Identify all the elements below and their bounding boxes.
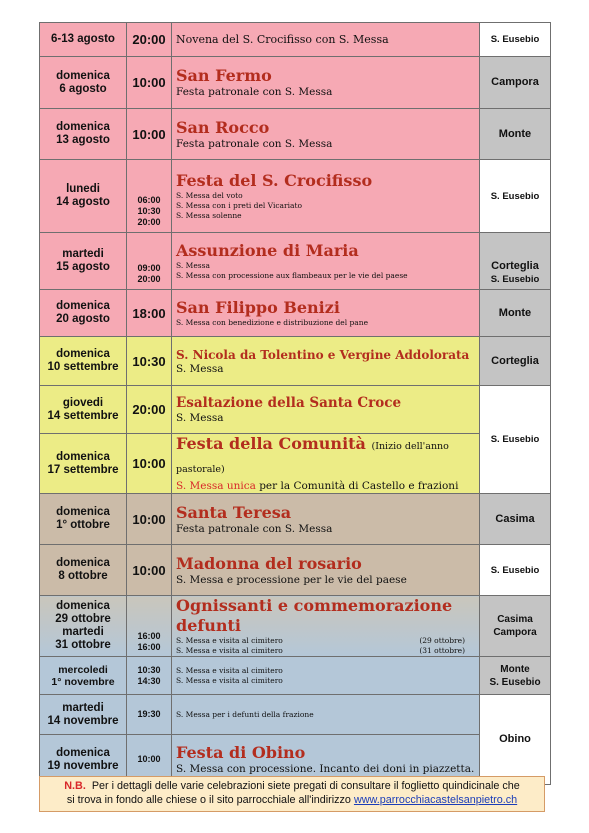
date-cell: domenica 29 ottobre martedi 31 ottobre [40,596,127,657]
table-row [40,233,551,290]
table-row [40,160,551,233]
place-cell: Casima [480,494,551,545]
time-cell: 10:00 [127,434,172,494]
table-row [40,57,551,109]
table-row [40,695,551,735]
description-cell: San Fermo Festa patronale con S. Messa [172,57,480,109]
date-cell: domenica 17 settembre [40,434,127,494]
event-title: Madonna del rosario [176,553,362,573]
table-row [40,386,551,434]
time-cell: 20:00 [127,386,172,434]
description-cell: S. Messa per i defunti della frazione [172,695,480,735]
website-link[interactable]: www.parrocchiacastelsanpietro.ch [353,794,518,806]
date-cell: giovedi 14 settembre [40,386,127,434]
date-cell: domenica 8 ottobre [40,545,127,596]
event-title: S. Nicola da Tolentino e Vergine Addolorata [176,347,470,362]
table-row [40,494,551,545]
table-row [40,545,551,596]
nb-label: N.B. [64,780,86,792]
time-cell: 10:00 [127,735,172,785]
time-cell: 10:00 [127,57,172,109]
place-cell: Corteglia S. Eusebio [480,233,551,290]
event-title: Santa Teresa [176,502,292,522]
description-cell: S. Nicola da Tolentino e Vergine Addolorata S. Messa [172,337,480,386]
place-cell: Monte S. Eusebio [480,657,551,695]
date-cell: martedi 15 agosto [40,233,127,290]
table-row [40,23,551,57]
table-row [40,337,551,386]
time-cell: 10:00 [127,545,172,596]
description-cell: Festa di Obino S. Messa con processione. Incanto dei doni in piazzetta. [172,735,480,785]
place-cell: Corteglia [480,337,551,386]
event-title: San Rocco [176,117,270,137]
description-cell: Esaltazione della Santa Croce S. Messa [172,386,480,434]
table-row [40,434,551,494]
table-row [40,290,551,337]
event-title: San Fermo [176,66,272,85]
description-cell: Novena del S. Crocifisso con S. Messa [172,23,480,57]
description-cell: Festa della Comunità (Inizio dell'anno pastorale) S. Messa unica per la Comunità di Castello e frazioni [172,434,480,494]
table-row [40,596,551,657]
schedule-table [39,22,551,785]
event-title: Festa del S. Crocifisso [176,171,373,190]
place-cell: Campora [480,57,551,109]
time-cell: 10:30 14:30 [127,657,172,695]
event-title: Esaltazione della Santa Croce [176,394,402,411]
date-cell: domenica 13 agosto [40,109,127,160]
table-row [40,109,551,160]
event-title: Assunzione di Maria [176,241,359,260]
time-cell: 10:30 [127,337,172,386]
date-cell: mercoledi 1° novembre [40,657,127,695]
time-cell: 16:00 16:00 [127,596,172,657]
place-cell: S. Eusebio [480,386,551,494]
time-cell: 09:00 20:00 [127,233,172,290]
date-cell: domenica 10 settembre [40,337,127,386]
description-cell: S. Messa e visita al cimitero S. Messa e visita al cimitero [172,657,480,695]
time-cell: 10:00 [127,494,172,545]
place-cell: Monte [480,290,551,337]
description-cell: San Rocco Festa patronale con S. Messa [172,109,480,160]
time-cell: 06:00 10:30 20:00 [127,160,172,233]
footnote: N.B. Per i dettagli delle varie celebrazioni siete pregati di consultare il foglietto quindicinale che si trova in fondo alle chiese o il sito parrocchiale all'indirizzo www.parrocchiacastelsanpietro.ch [39,776,545,812]
description-cell: Ognissanti e commemorazione defunti S. Messa e visita al cimitero (29 ottobre) S. Messa e visita al cimitero (31 ottobre) [172,596,480,657]
place-cell: Monte [480,109,551,160]
date-cell: domenica 6 agosto [40,57,127,109]
event-title: San Filippo Benizi [176,298,340,317]
description-cell: Santa Teresa Festa patronale con S. Messa [172,494,480,545]
place-cell: S. Eusebio [480,23,551,57]
description-cell: Assunzione di Maria S. Messa S. Messa con processione aux flambeaux per le vie del paese [172,233,480,290]
place-cell: Casima Campora [480,596,551,657]
date-cell: 6-13 agosto [40,23,127,57]
date-cell: domenica 20 agosto [40,290,127,337]
place-cell: S. Eusebio [480,160,551,233]
date-cell: domenica 19 novembre [40,735,127,785]
date-cell: martedi 14 novembre [40,695,127,735]
time-cell: 19:30 [127,695,172,735]
place-cell: S. Eusebio [480,545,551,596]
time-cell: 18:00 [127,290,172,337]
date-cell: domenica 1° ottobre [40,494,127,545]
date-cell: lunedi 14 agosto [40,160,127,233]
event-title: Ognissanti e commemorazione defunti [176,596,453,635]
time-cell: 20:00 [127,23,172,57]
event-title: Festa della Comunità (Inizio dell'anno pastorale) [176,434,449,475]
description-cell: Madonna del rosario S. Messa e processione per le vie del paese [172,545,480,596]
event-title: Festa di Obino [176,743,306,762]
time-cell: 10:00 [127,109,172,160]
table-row [40,657,551,695]
description-cell: Festa del S. Crocifisso S. Messa del voto S. Messa con i preti del Vicariato S. Messa solenne [172,160,480,233]
description-cell: San Filippo Benizi S. Messa con benedizione e distribuzione del pane [172,290,480,337]
place-cell: Obino [480,695,551,785]
